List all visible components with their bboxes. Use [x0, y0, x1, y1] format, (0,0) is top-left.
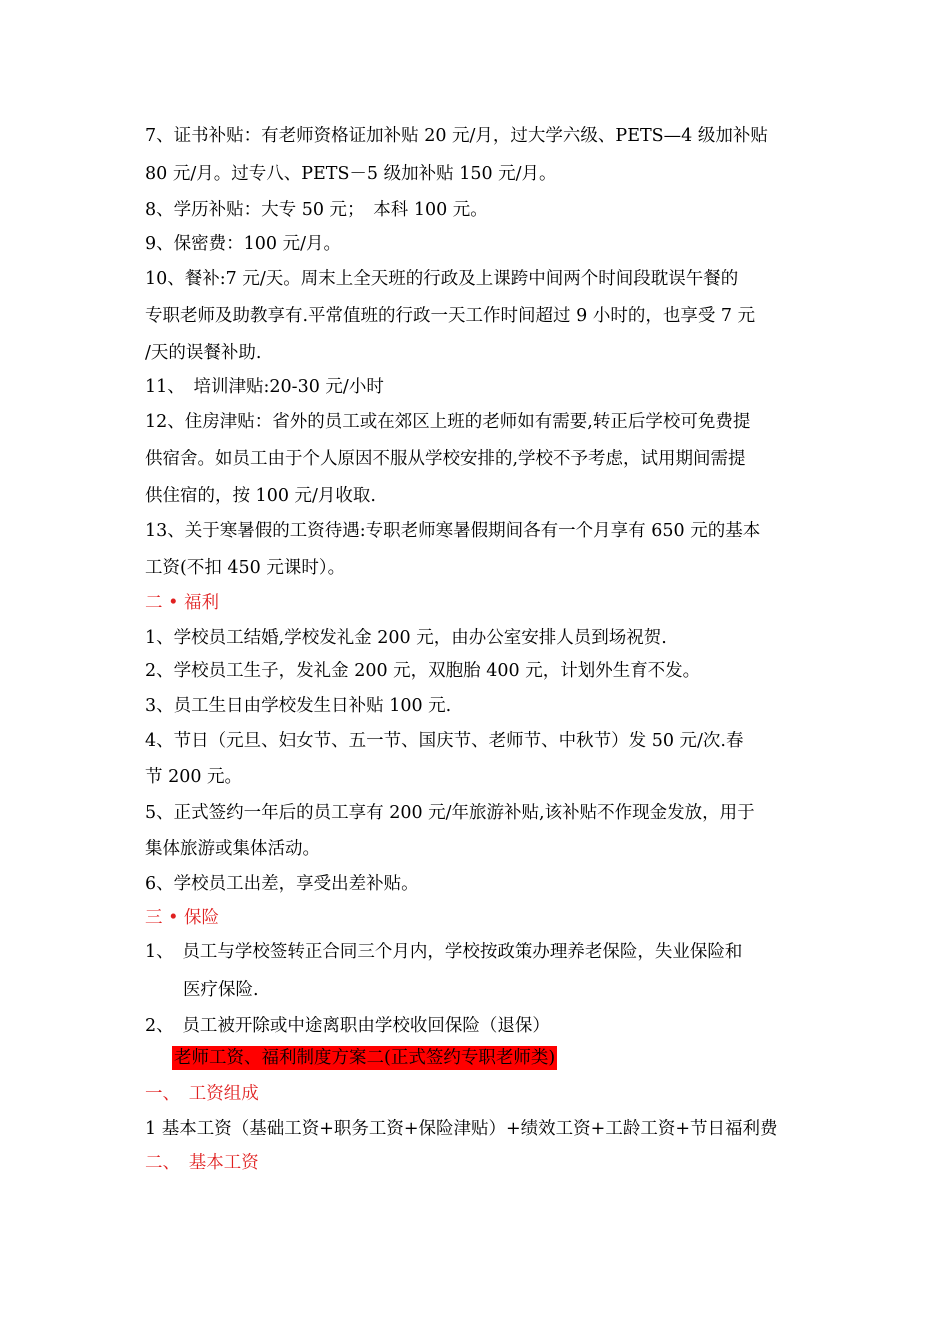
- clause-7-line-1: 7、证书补贴：有老师资格证加补贴 20 元/月，过大学六级、PETS—4 级加补贴: [145, 126, 768, 146]
- welfare-item-6: 6、学校员工出差，享受出差补贴。: [145, 874, 419, 894]
- clause-7-line-2: 80 元/月。过专八、PETS－5 级加补贴 150 元/月。: [145, 164, 557, 184]
- section-insurance-heading: 三 • 保险: [145, 908, 219, 928]
- clause-10-line-1: 10、餐补:7 元/天。周末上全天班的行政及上课跨中间两个时间段耽误午餐的: [145, 269, 739, 289]
- welfare-item-5-line-1: 5、正式签约一年后的员工享有 200 元/年旅游补贴,该补贴不作现金发放，用于: [145, 803, 755, 823]
- clause-12-line-3: 供住宿的，按 100 元/月收取.: [145, 486, 376, 506]
- welfare-item-2: 2、学校员工生子，发礼金 200 元，双胞胎 400 元，计划外生育不发。: [145, 661, 701, 681]
- welfare-item-1: 1、学校员工结婚,学校发礼金 200 元，由办公室安排人员到场祝贺.: [145, 628, 667, 648]
- salary-composition-heading: 一、 工资组成: [145, 1084, 259, 1104]
- clause-9: 9、保密费：100 元/月。: [145, 234, 341, 254]
- clause-12-line-1: 12、住房津贴：省外的员工或在郊区上班的老师如有需要,转正后学校可免费提: [145, 412, 751, 432]
- salary-composition-item-1: 1 基本工资（基础工资+职务工资+保险津贴）+绩效工资+工龄工资+节日福利费: [145, 1119, 778, 1139]
- clause-10-line-2: 专职老师及助教享有.平常值班的行政一天工作时间超过 9 小时的，也享受 7 元: [145, 306, 756, 326]
- section-welfare-heading: 二 • 福利: [145, 593, 219, 613]
- welfare-item-5-line-2: 集体旅游或集体活动。: [145, 839, 320, 859]
- welfare-item-4-line-2: 节 200 元。: [145, 767, 243, 787]
- basic-salary-heading: 二、 基本工资: [145, 1153, 259, 1173]
- insurance-item-2: 2、 员工被开除或中途离职由学校收回保险（退保）: [145, 1016, 550, 1036]
- clause-13-line-2: 工资(不扣 450 元课时）。: [145, 558, 346, 578]
- insurance-item-1-line-2: 医疗保险.: [183, 980, 259, 1000]
- clause-12-line-2: 供宿舍。如员工由于个人原因不服从学校安排的,学校不予考虑，试用期间需提: [145, 449, 746, 469]
- insurance-item-1-line-1: 1、 员工与学校签转正合同三个月内，学校按政策办理养老保险，失业保险和: [145, 942, 743, 962]
- clause-8: 8、学历补贴：大专 50 元； 本科 100 元。: [145, 200, 488, 220]
- welfare-item-3: 3、员工生日由学校发生日补贴 100 元.: [145, 696, 452, 716]
- welfare-item-4-line-1: 4、节日（元旦、妇女节、五一节、国庆节、老师节、中秋节）发 50 元/次.春: [145, 731, 744, 751]
- clause-11: 11、 培训津贴:20-30 元/小时: [145, 377, 384, 397]
- plan-two-title-banner: 老师工资、福利制度方案二(正式签约专职老师类): [174, 1048, 556, 1068]
- clause-13-line-1: 13、关于寒暑假的工资待遇:专职老师寒暑假期间各有一个月享有 650 元的基本: [145, 521, 761, 541]
- clause-10-line-3: /天的误餐补助.: [145, 343, 262, 363]
